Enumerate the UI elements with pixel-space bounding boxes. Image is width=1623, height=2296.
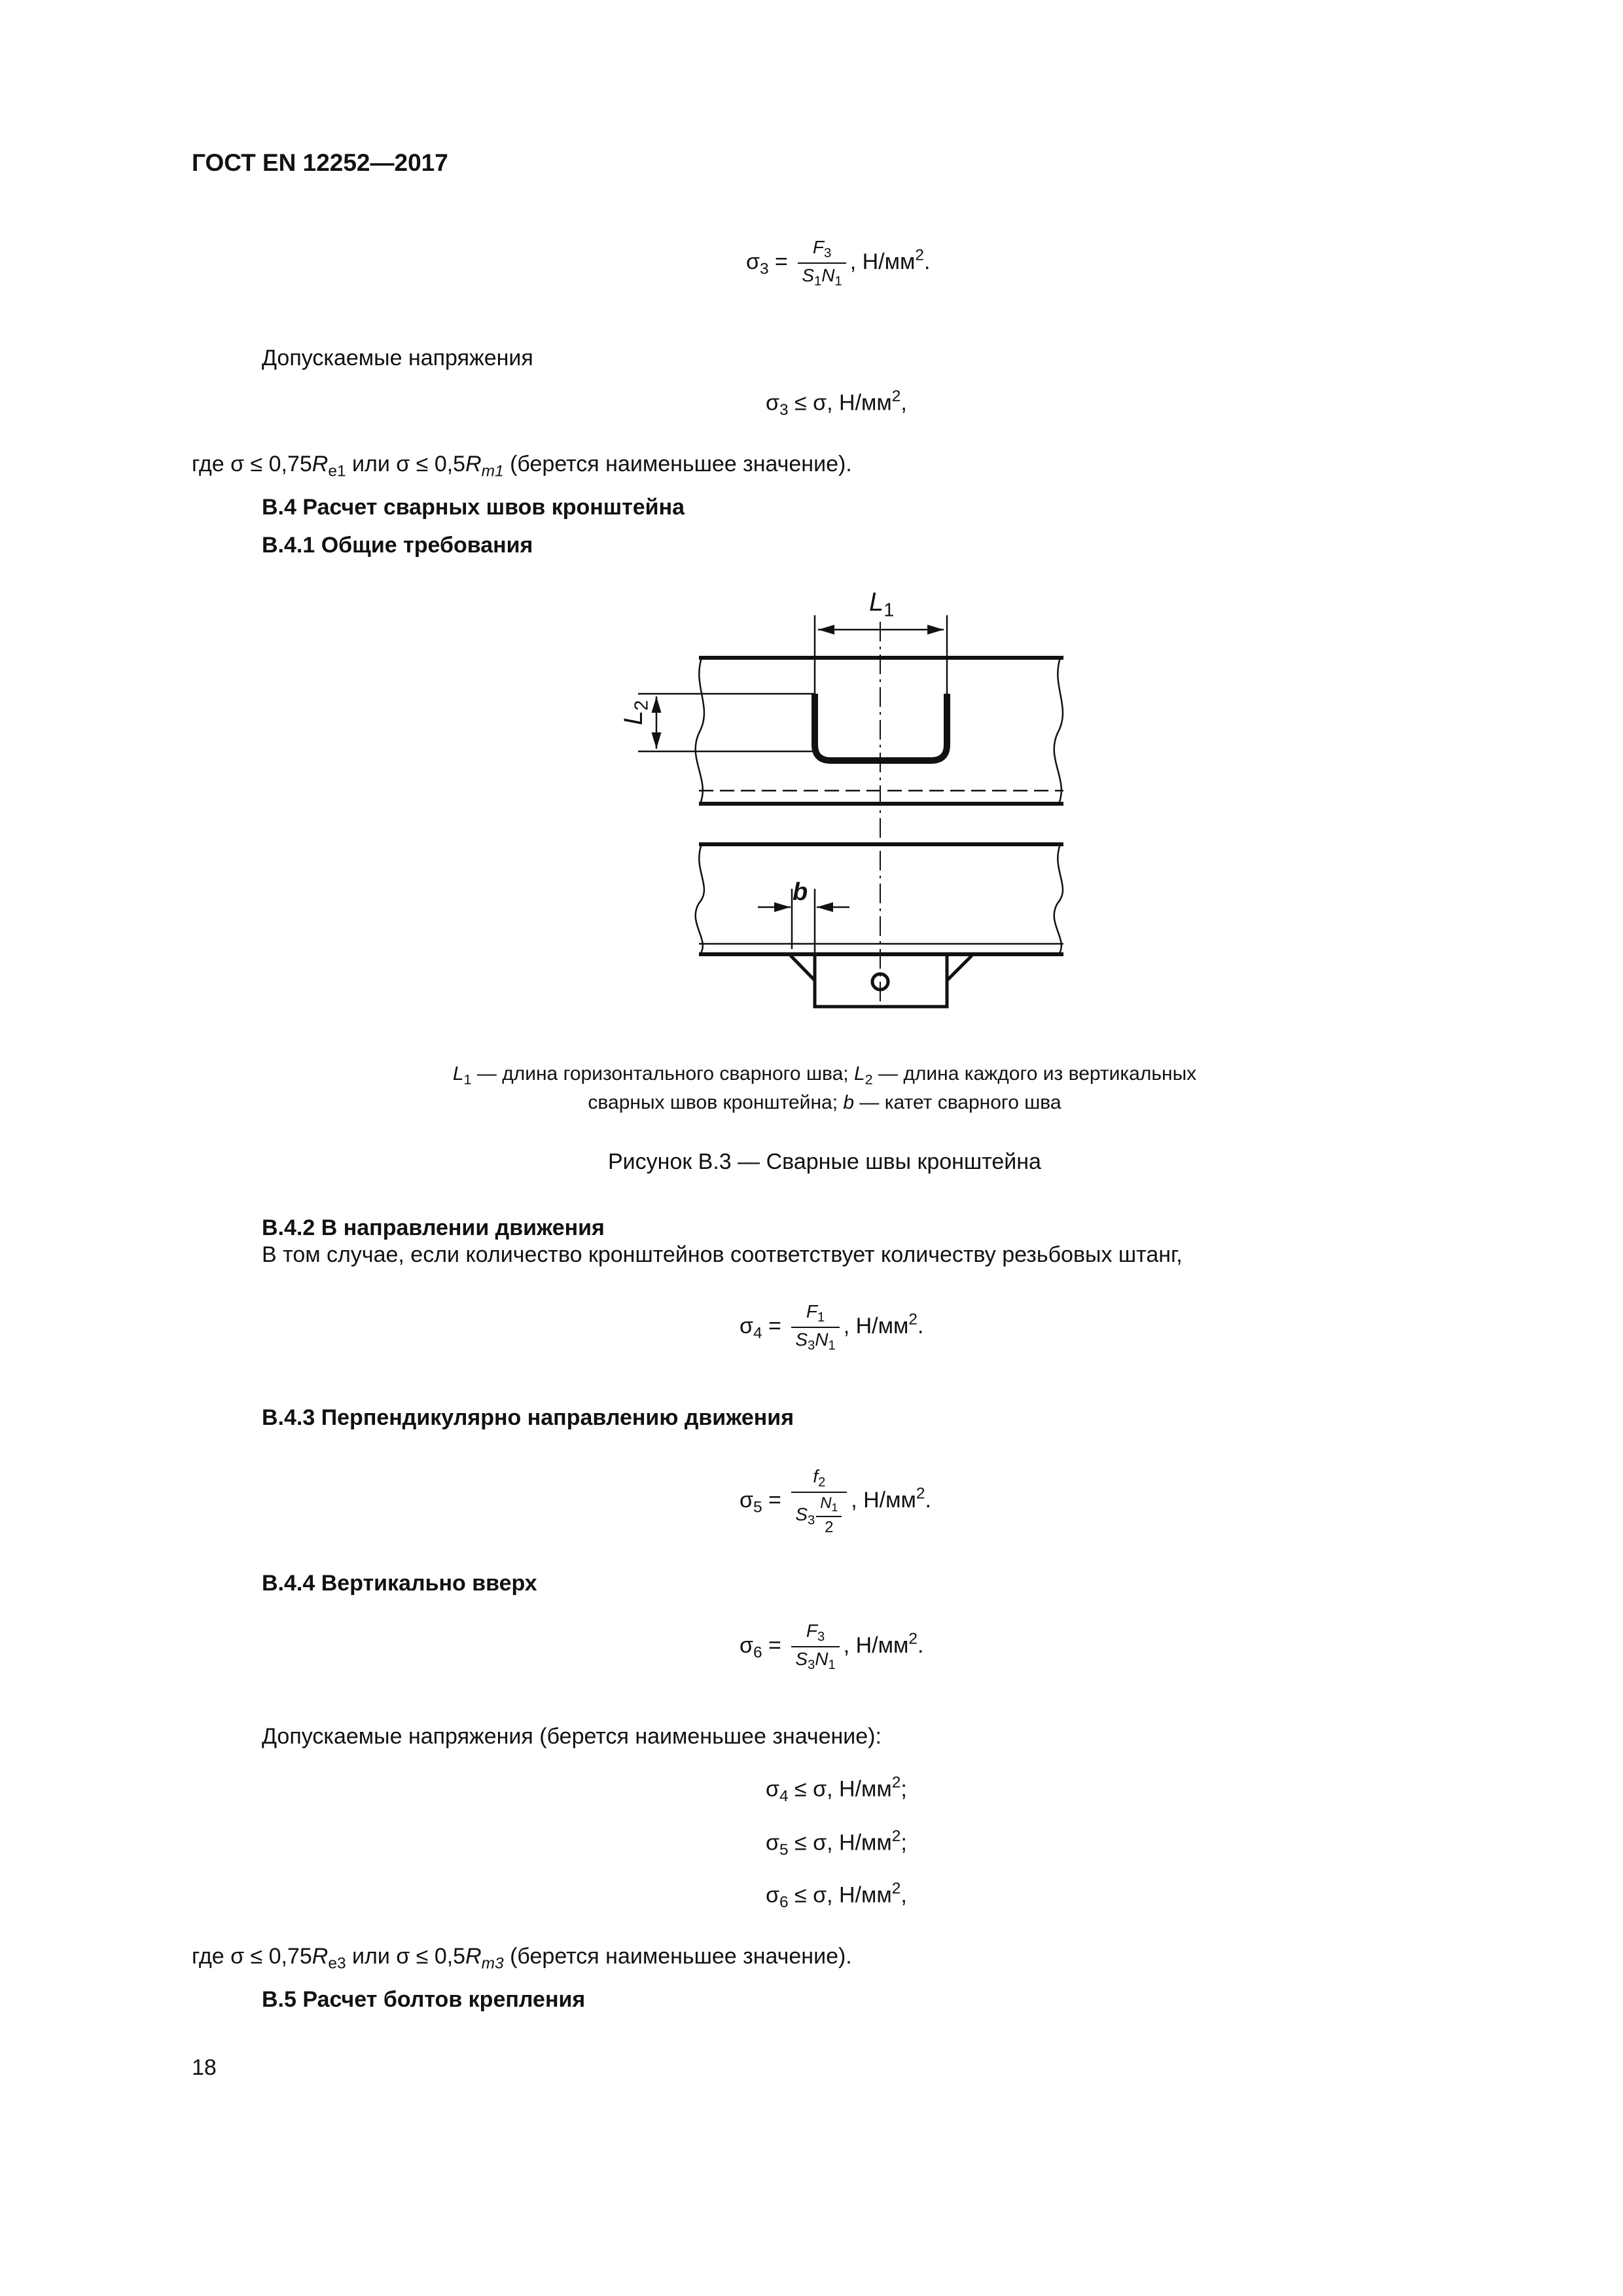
- figure-caption: Рисунок В.3 — Сварные швы кронштейна: [608, 1149, 1041, 1174]
- fillet-weld-left: [791, 956, 815, 980]
- document-header: ГОСТ EN 12252—2017: [192, 149, 448, 176]
- section-b4-heading: В.4 Расчет сварных швов кронштейна: [262, 495, 685, 520]
- figure-legend-line1: $L_1$ — длина горизонтального сварного шва; $L_2$ — длина каждого из вертикальных: [452, 1063, 1197, 1088]
- page-number: 18: [192, 2055, 217, 2080]
- where-clause-2: где $\sigma \le 0,75R_{e3}$ или $\sigma \le 0,5R_{m3}$ (берется наименьшее значение).: [192, 1944, 852, 1973]
- label-b: b: [793, 878, 808, 906]
- section-b42-heading: В.4.2 В направлении движения: [262, 1215, 605, 1240]
- equation-sigma4: $\sigma_4$ = $\frac{F_1}{S_3N_1}$ , $Н/мм^2$.: [740, 1301, 924, 1354]
- upper-beam-right-break: [1054, 658, 1063, 804]
- label-L1: $L_1$: [869, 588, 895, 621]
- section-b44-heading: В.4.4 Вертикально вверх: [262, 1571, 537, 1596]
- section-b42-text: В том случае, если количество кронштейнов соответствует количеству резьбовых штанг,: [262, 1242, 1183, 1267]
- equation-sigma3: $\sigma_3$ = $\frac{F_3}{S_1N_1}$ , $Н/мм^2$.: [746, 237, 931, 289]
- figure-legend-line2: сварных швов кронштейна; b — катет сварного шва: [588, 1092, 1061, 1113]
- section-b41-heading: В.4.1 Общие требования: [262, 533, 533, 558]
- lower-beam-left-break: [696, 844, 704, 954]
- condition-sigma4: $\sigma_4 \le \sigma$, $Н/мм^2$;: [766, 1774, 907, 1805]
- figure-b3-weld-diagram: [0, 576, 1623, 1047]
- upper-beam-left-break: [696, 658, 704, 804]
- condition-sigma3: $\sigma_3 \le \sigma$, $Н/мм^2$,: [766, 387, 907, 419]
- allowed-stress-label-2: Допускаемые напряжения (берется наименьшее значение):: [262, 1724, 882, 1749]
- section-b5-heading: В.5 Расчет болтов крепления: [262, 1987, 586, 2012]
- equation-sigma5: $\sigma_5$ = $f_2$ $S_3$ $\frac{N_1}{2}$ , $Н/мм^2$.: [740, 1466, 931, 1537]
- section-b43-heading: В.4.3 Перпендикулярно направлению движения: [262, 1405, 794, 1430]
- fillet-weld-right: [947, 956, 972, 980]
- label-L2: $L_2$: [619, 700, 652, 725]
- condition-sigma6: $\sigma_6 \le \sigma$, $Н/мм^2$,: [766, 1880, 907, 1911]
- lower-beam-right-break: [1054, 844, 1063, 954]
- equation-sigma6: $\sigma_6$ = $\frac{F_3}{S_3N_1}$ , $Н/мм^2$.: [740, 1621, 924, 1673]
- allowed-stress-label: Допускаемые напряжения: [262, 346, 533, 370]
- condition-sigma5: $\sigma_5 \le \sigma$, $Н/мм^2$;: [766, 1827, 907, 1859]
- where-clause-1: где $\sigma \le 0,75R_{e1}$ или $\sigma \le 0,5R_{m1}$ (берется наименьшее значение).: [192, 452, 852, 480]
